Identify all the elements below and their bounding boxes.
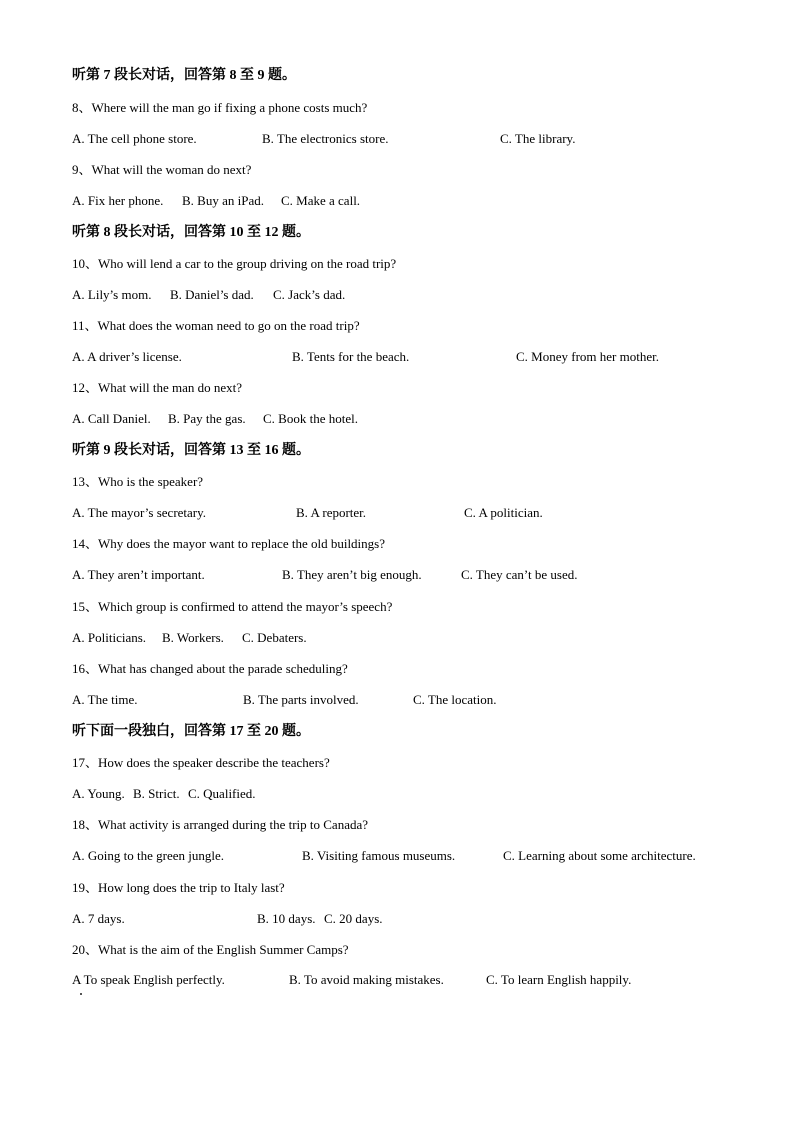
option-c: C. Debaters. (242, 630, 307, 645)
option-c: C. Qualified. (188, 786, 256, 801)
option-a: A. Young. (72, 786, 125, 801)
option-b: B. Workers. (162, 630, 224, 645)
option-b: B. Pay the gas. (168, 411, 246, 426)
option-a: A To speak English perfectly. (72, 972, 225, 987)
options-row (72, 287, 772, 303)
option-c: C. 20 days. (324, 911, 383, 926)
options-row (72, 692, 772, 708)
section-heading: 听第 7 段长对话，回答第 8 至 9 题。 (72, 68, 296, 83)
option-a: A. Going to the green jungle. (72, 848, 224, 863)
option-c: C. To learn English happily. (486, 972, 632, 987)
section-heading: 听下面一段独白，回答第 17 至 20 题。 (72, 724, 310, 739)
option-a: A. Call Daniel. (72, 411, 151, 426)
question-text: 13、Who is the speaker? (72, 474, 204, 489)
option-a: A. The mayor’s secretary. (72, 505, 207, 520)
option-a: A. The time. (72, 692, 138, 707)
option-a: A. 7 days. (72, 911, 125, 926)
option-b: B. To avoid making mistakes. (289, 972, 444, 987)
option-a: A. Fix her phone. (72, 193, 164, 208)
question-text: 19、How long does the trip to Italy last? (72, 880, 285, 895)
options-row (72, 131, 772, 147)
option-a: A. The cell phone store. (72, 131, 197, 146)
stray-mark (80, 993, 82, 995)
question-text: 17、How does the speaker describe the teachers? (72, 755, 330, 770)
question-text: 9、What will the woman do next? (72, 162, 252, 177)
option-a: A. They aren’t important. (72, 567, 205, 582)
option-c: C. Learning about some architecture. (503, 848, 696, 863)
option-b: B. Visiting famous museums. (302, 848, 456, 863)
option-c: C. They can’t be used. (461, 567, 578, 582)
options-row (72, 786, 772, 802)
question-text: 16、What has changed about the parade scheduling? (72, 661, 348, 676)
options-row (72, 972, 772, 988)
question-text: 11、What does the woman need to go on the road trip? (72, 318, 360, 333)
options-row (72, 349, 772, 365)
option-b: B. 10 days. (257, 911, 316, 926)
option-b: B. Buy an iPad. (182, 193, 264, 208)
option-b: B. A reporter. (296, 505, 367, 520)
question-text: 14、Why does the mayor want to replace the old buildings? (72, 536, 386, 551)
question-text: 20、What is the aim of the English Summer Camps? (72, 942, 349, 957)
options-row (72, 567, 772, 583)
option-a: A. Lily’s mom. (72, 287, 152, 302)
question-text: 18、What activity is arranged during the trip to Canada? (72, 817, 369, 832)
options-row (72, 193, 772, 209)
options-row (72, 505, 772, 521)
section-heading: 听第 8 段长对话，回答第 10 至 12 题。 (72, 225, 310, 240)
option-c: C. Make a call. (281, 193, 361, 208)
section-heading: 听第 9 段长对话，回答第 13 至 16 题。 (72, 443, 310, 458)
option-b: B. They aren’t big enough. (282, 567, 422, 582)
option-c: C. Money from her mother. (516, 349, 659, 364)
option-c: C. Book the hotel. (263, 411, 358, 426)
options-row (72, 411, 772, 427)
options-row (72, 911, 772, 927)
option-a: A. A driver’s license. (72, 349, 182, 364)
option-b: B. The parts involved. (243, 692, 359, 707)
options-row (72, 630, 772, 646)
question-text: 12、What will the man do next? (72, 380, 243, 395)
option-a: A. Politicians. (72, 630, 147, 645)
question-text: 15、Which group is confirmed to attend the mayor’s speech? (72, 599, 393, 614)
option-c: C. The library. (500, 131, 576, 146)
question-text: 10、Who will lend a car to the group driving on the road trip? (72, 256, 397, 271)
option-b: B. The electronics store. (262, 131, 389, 146)
option-c: C. Jack’s dad. (273, 287, 346, 302)
option-b: B. Daniel’s dad. (170, 287, 254, 302)
options-row (72, 848, 772, 864)
option-c: C. A politician. (464, 505, 543, 520)
question-text: 8、Where will the man go if fixing a phone costs much? (72, 100, 368, 115)
option-b: B. Strict. (133, 786, 180, 801)
option-c: C. The location. (413, 692, 497, 707)
option-b: B. Tents for the beach. (292, 349, 410, 364)
